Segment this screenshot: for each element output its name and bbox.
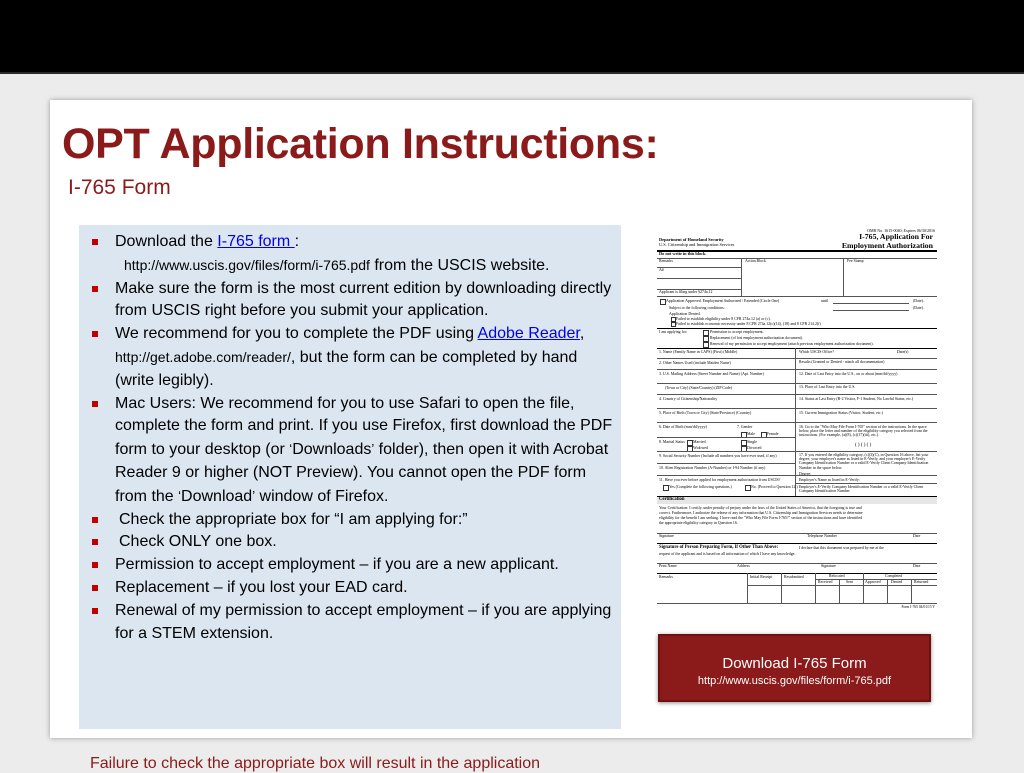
list-item-download: Download the I-765 form : http://www.uscis.gov/files/form/i-765.pdf from the USCIS website. <box>89 231 613 278</box>
download-button-title: Download I-765 Form <box>722 655 867 672</box>
list-item-check-box: Check the appropriate box for “I am applying for:” <box>89 509 613 532</box>
list-item-permission: Permission to accept employment – if you are a new applicant. <box>89 554 613 577</box>
list-item-current-edition: Make sure the form is the most current edition by downloading directly from USCIS right before you submit your application. <box>89 278 613 324</box>
i765-url-text: http://www.uscis.gov/files/form/i-765.pdf <box>124 256 370 273</box>
list-item-one-box: Check ONLY one box. <box>89 531 613 554</box>
download-i765-button[interactable] <box>658 634 931 702</box>
slide-title: OPT Application Instructions: <box>62 120 659 168</box>
list-item-mac-users: Mac Users: We recommend for you to use Safari to open the file, complete the form and print. If you use Firefox, first download the PDF form to your desktop (or ‘Downloads’ folder), then open it with Acrobat Reader 9 or higher (NOT Preview). You cannot open the PDF form from the ‘Download’ window of Firefox. <box>89 393 613 509</box>
list-item-replacement: Replacement – if you lost your EAD card. <box>89 577 613 600</box>
adobe-reader-link[interactable]: Adobe Reader <box>477 325 580 343</box>
form-title: I-765, Application For Employment Authorization <box>841 232 933 250</box>
adobe-url-text: http://get.adobe.com/reader/ <box>115 348 291 365</box>
form-department: Department of Homeland Security U.S. Citizenship and Immigration Services <box>659 237 735 247</box>
download-button-url: http://www.uscis.gov/files/form/i-765.pdf <box>697 675 892 687</box>
top-black-bar <box>0 0 1024 74</box>
slide-subtitle: I-765 Form <box>68 176 171 199</box>
i765-form-thumbnail: OMB No. 1615-0040; Expires 06/30/2016 Department of Homeland Security U.S. Citizenship and Immigration Services I-765, Application For Employment Authorization Do not write in this block. Remarks Action Block Fee Stamp A# Applicant is filing under §274a.12 Application Approved. Employment Authorized / Extended (Circle One) until (Date). Subject to the following conditions: (Date). Application Denied. Failed to establish eligibility under 8 CFR 274a.12 (a) or (c). Failed to establish economic necessity under 8 CFR 274a.12(c)(14), (18) and 8 CFR 214.2(f) I am applying for: Permission to accept employment. Replacement (of lost employment authorization document). Renewal of my permission to accept employment (attach previous employment authorization document). 1. Name (Family Name in CAPS) (First) (Middle) Which USCIS Office? Date(s) Results (Granted or Denied - attach all documentation) 2. Other Names Used (include Maiden Name) 3. U.S. Mailing Address (Street Number and Name) (Apt. Number) 12. Date of Last Entry into the U.S., on or about (mm/dd/yyyy) (Town or City) (State/Country) (ZIP Code) 13. Place of Last Entry into the U.S. 4. Country of Citizenship/Nationality 14. Status at Last Entry (B-2 Visitor, F-1 Student, No Lawful Status, etc.) 5. Place of Birth (Town or City) (State/Province) (Country) 15. Current Immigration Status (Visitor, Student, etc.) 6. Date of Birth (mm/dd/yyyy) 7. Gender Male Female 16. Go to the "Who May File Form I-765" section of the instructions. In the space below, place the letter and number of the eligibility category you selected from the instructions. (For example, (a)(8), (c)(17)(iii), etc.). ( ) ( ) ( ) 8. Marital Status Married Single Widowed Divorced 9. Social Security Number (Include all numbers you have ever used, if any) 17. If you entered the eligibility category, (c)(3)(C), in Question 16 above, list your degree, your employer's name as listed in E-Verify, and your employer's E-Verify Company Identification Number or a valid E-Verify Client Company Identification Number in the space below. 10. Alien Registration Number (A-Number) or I-94 Number (if any) Degree: 11. Have you ever before applied for employment authorization from USCIS? Employer's Name as listed in E-Verify: Yes (Complete the following questions.) No. (Proceed to Question 12.) Employer's E-Verify Company Identification Number or a valid E-Verify Client Company Identification Number Certification Your Certification: I certify, under penalty of perjury under the laws of the United States of America, that the foregoing is true and correct. Furthermore, I authorize the release of any information that U.S. Citizenship and Immigration Services needs to determine eligibility for the benefit I am seeking. I have read the "Who May File Form I-765?" section of the instructions and have identified the appropriate eligibility category in Question 16. Signature Telephone Number Date Signature of Person Preparing Form, If Other Than Above: I declare that this document was prepared by me at the request of the applicant and is based on all information of which I have any knowledge. Print Name Address Signature Date Remarks Initial Receipt Resubmitted Relocated Completed Received Sent Approved Denied Returned Form I-765 04/01/15 Y <box>659 228 935 609</box>
list-item-renewal: Renewal of my permission to accept employment – if you are applying for a STEM extension. <box>89 600 613 646</box>
instructions-list <box>89 231 613 645</box>
i765-form-link[interactable]: I-765 form <box>217 233 295 250</box>
instructions-panel <box>79 225 621 729</box>
list-item-adobe: We recommend for you to complete the PDF using Adobe Reader, http://get.adobe.com/reader/, but the form can be completed by hand (write legibly). <box>89 323 613 392</box>
warning-text: Failure to check the appropriate box will result in the application <box>90 755 541 772</box>
